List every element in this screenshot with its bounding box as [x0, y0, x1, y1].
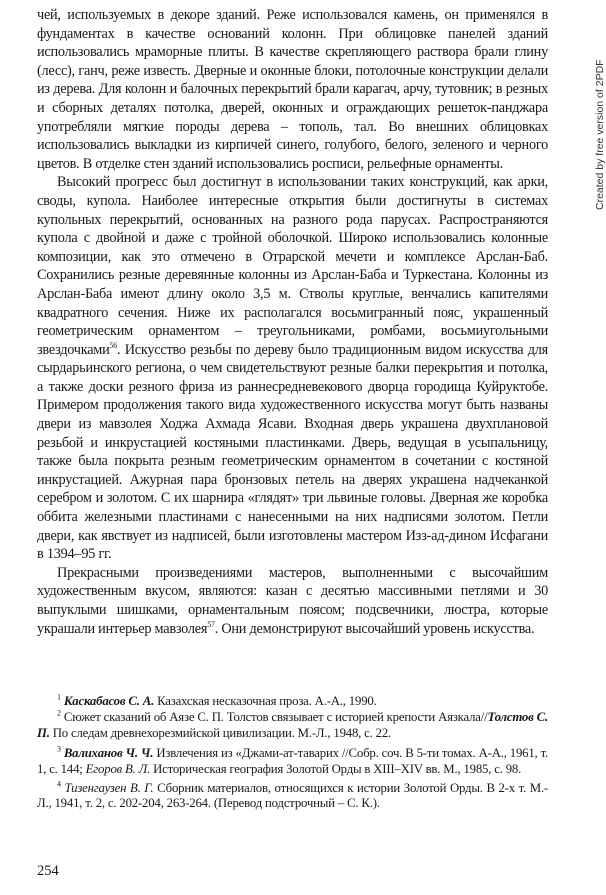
- footnote-1-text: Казахская несказочная проза. А.-А., 1990.: [157, 694, 377, 708]
- footnote-3: [37, 746, 548, 778]
- footnote-1: [37, 694, 548, 710]
- paragraph-1: чей, используемых в декоре зданий. Реже использовался камень, он применялся в фундаментах в качестве оснований колонн. При облицовке панелей зданий использовались мраморные плиты. В качестве скрепляющего раствора брали глину (лесс), ганч, реже известь. Дверные и оконные блоки, потолочные конструкции делали из дерева. Для колонн и балочных перекрытий брали карагач, арчу, тутовник; в резных и сборных деталях потолка, дверей, оконных и ограждающих решеток-панджара употребляли мягкие породы дерева – тополь, тал. Во внешних облицовках использовались выкладки из кирпичей синего, голубого, белого, зеленого и черного цветов. В отделке стен зданий использовались росписи, рельефные орнаменты.: [37, 7, 548, 172]
- footnote-4: [37, 781, 548, 813]
- footnote-3-author-2: Егоров В. Л.: [85, 761, 151, 776]
- note-ref-57: 57: [207, 619, 215, 629]
- footnote-3-author: Валиханов Ч. Ч.: [63, 745, 154, 760]
- footnote-4-text: Сборник материалов, относящихся к истории Золотой Орды. В 2-х т. М.-Л., 1941, т. 2, с. 202-204, 263-264. (Перевод подстрочный – С. К.).: [37, 780, 549, 811]
- paragraph-3-part-1: Прекрасными произведениями мастеров, выполненными с высочайшим художественным вкусом, являются: казан с десятью массивными петлями и 30 выпуклыми шишками, орнаментальным поясом; подсвечники, люстра, которые украшали интерьер мавзолея: [37, 564, 548, 637]
- footnote-4-author: Тизенгаузен В. Г.: [64, 780, 154, 795]
- main-text: [37, 6, 548, 638]
- footnote-4-number: 4: [57, 779, 61, 789]
- footnote-3-text-a: Извлечения из «Джами-ат-таварих //Собр. соч. В 5-ти томах. А-А., 1961, т. 1, с. 144;: [37, 745, 549, 776]
- footnote-2-author: Толстов С. П.: [37, 709, 549, 740]
- footnote-1-number: 1: [57, 692, 61, 702]
- footnote-3-text-b: Историческая география Золотой Орды в XIII–XIV вв. М., 1985, с. 98.: [153, 761, 522, 776]
- footnotes: [37, 694, 548, 812]
- footnote-1-author: Каскабасов С. А.: [63, 694, 155, 708]
- footnote-2-text-b: По следам древнехорезмийской цивилизации. М.-Л., 1948, с. 22.: [52, 725, 392, 740]
- paragraph-2-part-1: Высокий прогресс был достигнут в использовании таких конструкций, как арки, своды, купола. Наиболее интересные открытия были достигнуты в системах купольных перекрытий, основанных на разного рода парусах. Распространяются купола с двойной и даже с тройной оболочкой. Широко использовались колонные композиции, как это отмечено в Отрарской мечети и комплексе Арслан-Баб. Сохранились резные деревянные колонны из Арслан-Баба и Туркестана. Колонны из Арслан-Баба имеют длину около 3,5 м. Стволы круглые, венчались капителями квадратного сечения. Ниже их располагался восьмигранный пояс, украшенный геометрическим орнаментом – треугольниками, ромбами, восьмиугольными звездочками: [37, 174, 548, 358]
- paragraph-3-part-2: . Они демонстрируют высочайший уровень искусства.: [214, 620, 535, 637]
- watermark: Created by free version of 2PDF: [594, 59, 606, 210]
- footnote-3-number: 3: [57, 744, 61, 754]
- paragraph-2: [37, 173, 548, 563]
- paragraph-2-part-2: . Искусство резьбы по дереву было традиционным видом искусства для сырдарьинского региона, о чем свидетельствуют резные балки перекрытия и потолка, а также доски резного фриза из раннесредневекового дворца городища Куйруктобе. Примером продолжения такого вида художественного искусства могут быть названы двери из мавзолея Ходжа Ахмада Ясави. Входная дверь украшена двухплановой резьбой и инкрустацией костяными пластинками. Дверь, ведущая в усыпальницу, также была покрыта резным геометрическим орнаментом в сочетании с костяной инкрустацией. Ажурная пара бронзовых петель на дверях украшена надчеканкой серебром и золотом. С их шарнира «глядят» три львиные головы. Дверная же коробка оббита железными пластинами с нанесенными на них надписями золотом. Петли двери, как явствует из надписей, были изготовлены мастером Изз-ад-дином Исфагани в 1394–95 гг.: [37, 341, 548, 563]
- footnote-2: [37, 710, 548, 742]
- note-ref-56: 56: [109, 340, 117, 350]
- page-number: 254: [37, 863, 59, 879]
- footnote-2-text-a: Сюжет сказаний об Аязе С. П. Толстов связывает с историей крепости Аязкала//: [63, 709, 488, 724]
- footnote-2-number: 2: [57, 708, 61, 718]
- paragraph-3: [37, 564, 548, 638]
